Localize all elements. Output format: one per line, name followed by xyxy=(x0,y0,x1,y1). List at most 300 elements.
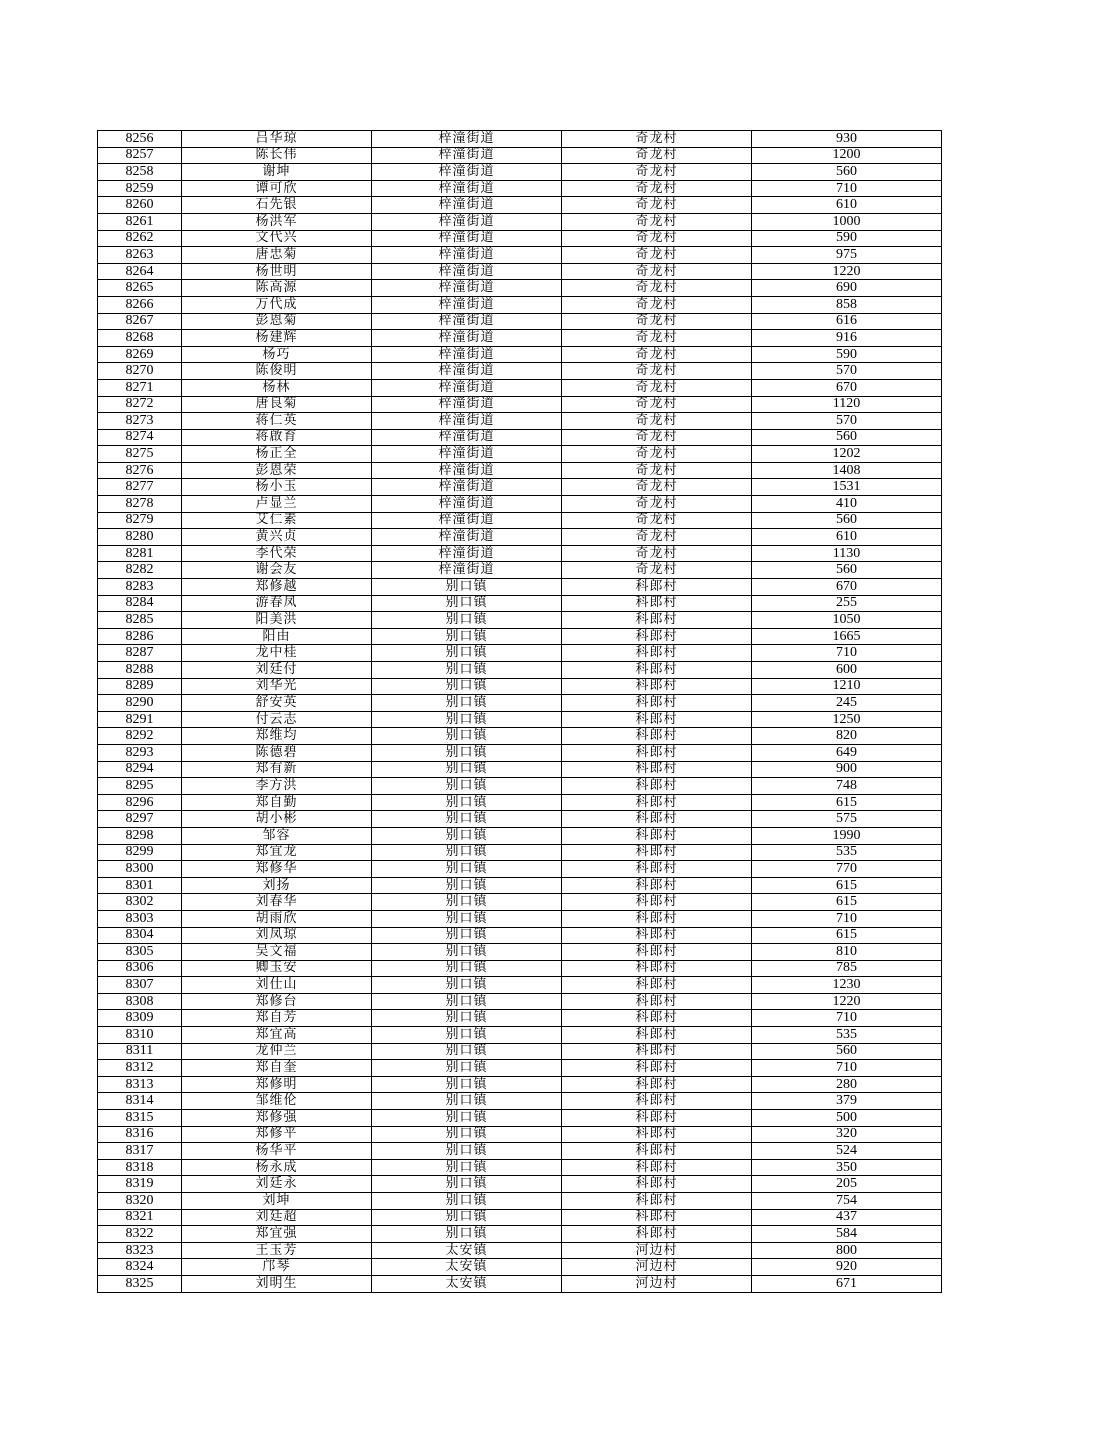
name-cell: 舒安英 xyxy=(182,695,372,712)
village-cell: 奇龙村 xyxy=(562,313,752,330)
amount-cell: 671 xyxy=(752,1275,942,1292)
village-cell: 河边村 xyxy=(562,1259,752,1276)
village-cell: 科郎村 xyxy=(562,744,752,761)
row-number-cell: 8256 xyxy=(98,131,182,148)
village-cell: 奇龙村 xyxy=(562,462,752,479)
village-cell: 科郎村 xyxy=(562,1043,752,1060)
town-cell: 别口镇 xyxy=(372,695,562,712)
name-cell: 游春凤 xyxy=(182,595,372,612)
table-row xyxy=(98,1209,942,1226)
village-cell: 科郎村 xyxy=(562,778,752,795)
row-number-cell: 8268 xyxy=(98,330,182,347)
table-row xyxy=(98,761,942,778)
row-number-cell: 8293 xyxy=(98,744,182,761)
row-number-cell: 8302 xyxy=(98,894,182,911)
row-number-cell: 8309 xyxy=(98,1010,182,1027)
amount-cell: 437 xyxy=(752,1209,942,1226)
row-number-cell: 8314 xyxy=(98,1093,182,1110)
amount-cell: 535 xyxy=(752,1027,942,1044)
name-cell: 刘扬 xyxy=(182,877,372,894)
town-cell: 梓潼街道 xyxy=(372,396,562,413)
name-cell: 刘凤琼 xyxy=(182,927,372,944)
amount-cell: 379 xyxy=(752,1093,942,1110)
name-cell: 郑自芳 xyxy=(182,1010,372,1027)
table-row xyxy=(98,263,942,280)
table-row xyxy=(98,1126,942,1143)
village-cell: 科郎村 xyxy=(562,612,752,629)
table-row xyxy=(98,429,942,446)
row-number-cell: 8272 xyxy=(98,396,182,413)
village-cell: 科郎村 xyxy=(562,1093,752,1110)
village-cell: 奇龙村 xyxy=(562,164,752,181)
name-cell: 李方洪 xyxy=(182,778,372,795)
table-row xyxy=(98,562,942,579)
town-cell: 别口镇 xyxy=(372,877,562,894)
table-row xyxy=(98,1259,942,1276)
town-cell: 别口镇 xyxy=(372,894,562,911)
amount-cell: 350 xyxy=(752,1159,942,1176)
town-cell: 别口镇 xyxy=(372,1126,562,1143)
village-cell: 科郎村 xyxy=(562,711,752,728)
amount-cell: 255 xyxy=(752,595,942,612)
name-cell: 卿玉安 xyxy=(182,960,372,977)
row-number-cell: 8311 xyxy=(98,1043,182,1060)
village-cell: 科郎村 xyxy=(562,861,752,878)
town-cell: 别口镇 xyxy=(372,1159,562,1176)
town-cell: 梓潼街道 xyxy=(372,529,562,546)
table-row xyxy=(98,695,942,712)
row-number-cell: 8270 xyxy=(98,363,182,380)
amount-cell: 590 xyxy=(752,346,942,363)
amount-cell: 1050 xyxy=(752,612,942,629)
table-row xyxy=(98,363,942,380)
name-cell: 谭可欣 xyxy=(182,180,372,197)
town-cell: 梓潼街道 xyxy=(372,413,562,430)
table-row xyxy=(98,313,942,330)
village-cell: 科郎村 xyxy=(562,728,752,745)
table-row xyxy=(98,413,942,430)
table-row xyxy=(98,1275,942,1292)
amount-cell: 205 xyxy=(752,1176,942,1193)
village-cell: 科郎村 xyxy=(562,1076,752,1093)
amount-cell: 615 xyxy=(752,927,942,944)
row-number-cell: 8322 xyxy=(98,1226,182,1243)
village-cell: 奇龙村 xyxy=(562,131,752,148)
town-cell: 梓潼街道 xyxy=(372,180,562,197)
row-number-cell: 8306 xyxy=(98,960,182,977)
name-cell: 郑维均 xyxy=(182,728,372,745)
village-cell: 科郎村 xyxy=(562,1193,752,1210)
village-cell: 奇龙村 xyxy=(562,413,752,430)
amount-cell: 500 xyxy=(752,1110,942,1127)
name-cell: 杨华平 xyxy=(182,1143,372,1160)
table-row xyxy=(98,877,942,894)
town-cell: 别口镇 xyxy=(372,662,562,679)
name-cell: 杨建辉 xyxy=(182,330,372,347)
amount-cell: 570 xyxy=(752,413,942,430)
name-cell: 李代荣 xyxy=(182,545,372,562)
table-row xyxy=(98,711,942,728)
table-row xyxy=(98,296,942,313)
amount-cell: 1230 xyxy=(752,977,942,994)
amount-cell: 690 xyxy=(752,280,942,297)
name-cell: 刘廷超 xyxy=(182,1209,372,1226)
amount-cell: 754 xyxy=(752,1193,942,1210)
row-number-cell: 8263 xyxy=(98,247,182,264)
table-row xyxy=(98,861,942,878)
row-number-cell: 8312 xyxy=(98,1060,182,1077)
table-row xyxy=(98,164,942,181)
village-cell: 科郎村 xyxy=(562,1010,752,1027)
name-cell: 石先银 xyxy=(182,197,372,214)
town-cell: 别口镇 xyxy=(372,861,562,878)
village-cell: 科郎村 xyxy=(562,993,752,1010)
name-cell: 陈高源 xyxy=(182,280,372,297)
table-row xyxy=(98,330,942,347)
table-row xyxy=(98,977,942,994)
row-number-cell: 8323 xyxy=(98,1242,182,1259)
table-row xyxy=(98,778,942,795)
amount-cell: 1210 xyxy=(752,678,942,695)
name-cell: 郑宜高 xyxy=(182,1027,372,1044)
name-cell: 王玉芳 xyxy=(182,1242,372,1259)
row-number-cell: 8274 xyxy=(98,429,182,446)
table-row xyxy=(98,496,942,513)
name-cell: 陈俊明 xyxy=(182,363,372,380)
table-body xyxy=(98,131,942,1293)
amount-cell: 584 xyxy=(752,1226,942,1243)
amount-cell: 930 xyxy=(752,131,942,148)
village-cell: 科郎村 xyxy=(562,877,752,894)
amount-cell: 280 xyxy=(752,1076,942,1093)
name-cell: 谢坤 xyxy=(182,164,372,181)
table-row xyxy=(98,910,942,927)
table-row xyxy=(98,827,942,844)
village-cell: 科郎村 xyxy=(562,1126,752,1143)
town-cell: 别口镇 xyxy=(372,844,562,861)
amount-cell: 1408 xyxy=(752,462,942,479)
village-cell: 奇龙村 xyxy=(562,213,752,230)
table-row xyxy=(98,131,942,148)
name-cell: 杨永成 xyxy=(182,1159,372,1176)
town-cell: 梓潼街道 xyxy=(372,313,562,330)
town-cell: 别口镇 xyxy=(372,794,562,811)
row-number-cell: 8319 xyxy=(98,1176,182,1193)
town-cell: 梓潼街道 xyxy=(372,346,562,363)
amount-cell: 560 xyxy=(752,512,942,529)
village-cell: 奇龙村 xyxy=(562,512,752,529)
name-cell: 郑修明 xyxy=(182,1076,372,1093)
amount-cell: 800 xyxy=(752,1242,942,1259)
village-cell: 奇龙村 xyxy=(562,330,752,347)
name-cell: 刘华光 xyxy=(182,678,372,695)
name-cell: 郑修越 xyxy=(182,579,372,596)
row-number-cell: 8286 xyxy=(98,628,182,645)
table-row xyxy=(98,247,942,264)
town-cell: 别口镇 xyxy=(372,1110,562,1127)
town-cell: 别口镇 xyxy=(372,1010,562,1027)
village-cell: 奇龙村 xyxy=(562,247,752,264)
town-cell: 别口镇 xyxy=(372,1060,562,1077)
amount-cell: 1220 xyxy=(752,263,942,280)
town-cell: 别口镇 xyxy=(372,728,562,745)
village-cell: 科郎村 xyxy=(562,960,752,977)
village-cell: 奇龙村 xyxy=(562,280,752,297)
village-cell: 科郎村 xyxy=(562,927,752,944)
row-number-cell: 8269 xyxy=(98,346,182,363)
amount-cell: 616 xyxy=(752,313,942,330)
table-row xyxy=(98,927,942,944)
name-cell: 郑宜龙 xyxy=(182,844,372,861)
name-cell: 郑有新 xyxy=(182,761,372,778)
row-number-cell: 8264 xyxy=(98,263,182,280)
amount-cell: 570 xyxy=(752,363,942,380)
table-row xyxy=(98,811,942,828)
town-cell: 别口镇 xyxy=(372,944,562,961)
village-cell: 奇龙村 xyxy=(562,496,752,513)
village-cell: 河边村 xyxy=(562,1275,752,1292)
town-cell: 梓潼街道 xyxy=(372,512,562,529)
town-cell: 别口镇 xyxy=(372,628,562,645)
table-row xyxy=(98,1226,942,1243)
row-number-cell: 8316 xyxy=(98,1126,182,1143)
town-cell: 别口镇 xyxy=(372,910,562,927)
table-row xyxy=(98,280,942,297)
name-cell: 吴文福 xyxy=(182,944,372,961)
amount-cell: 916 xyxy=(752,330,942,347)
amount-cell: 1202 xyxy=(752,446,942,463)
town-cell: 别口镇 xyxy=(372,579,562,596)
town-cell: 梓潼街道 xyxy=(372,296,562,313)
row-number-cell: 8321 xyxy=(98,1209,182,1226)
amount-cell: 615 xyxy=(752,877,942,894)
village-cell: 奇龙村 xyxy=(562,379,752,396)
amount-cell: 858 xyxy=(752,296,942,313)
table-row xyxy=(98,844,942,861)
row-number-cell: 8307 xyxy=(98,977,182,994)
row-number-cell: 8287 xyxy=(98,645,182,662)
table-row xyxy=(98,396,942,413)
row-number-cell: 8313 xyxy=(98,1076,182,1093)
town-cell: 梓潼街道 xyxy=(372,263,562,280)
name-cell: 彭恩荣 xyxy=(182,462,372,479)
amount-cell: 320 xyxy=(752,1126,942,1143)
town-cell: 梓潼街道 xyxy=(372,330,562,347)
town-cell: 梓潼街道 xyxy=(372,446,562,463)
table-row xyxy=(98,645,942,662)
town-cell: 别口镇 xyxy=(372,711,562,728)
row-number-cell: 8296 xyxy=(98,794,182,811)
table-row xyxy=(98,993,942,1010)
name-cell: 陈德碧 xyxy=(182,744,372,761)
table-row xyxy=(98,1110,942,1127)
name-cell: 郑修平 xyxy=(182,1126,372,1143)
amount-cell: 710 xyxy=(752,645,942,662)
town-cell: 别口镇 xyxy=(372,811,562,828)
village-cell: 河边村 xyxy=(562,1242,752,1259)
name-cell: 刘春华 xyxy=(182,894,372,911)
name-cell: 杨世明 xyxy=(182,263,372,280)
name-cell: 付云志 xyxy=(182,711,372,728)
town-cell: 别口镇 xyxy=(372,1027,562,1044)
amount-cell: 560 xyxy=(752,1043,942,1060)
table-row xyxy=(98,462,942,479)
town-cell: 太安镇 xyxy=(372,1259,562,1276)
table-row xyxy=(98,197,942,214)
table-row xyxy=(98,1193,942,1210)
name-cell: 郑修台 xyxy=(182,993,372,1010)
town-cell: 梓潼街道 xyxy=(372,545,562,562)
name-cell: 刘廷永 xyxy=(182,1176,372,1193)
amount-cell: 560 xyxy=(752,429,942,446)
village-cell: 科郎村 xyxy=(562,579,752,596)
amount-cell: 524 xyxy=(752,1143,942,1160)
row-number-cell: 8288 xyxy=(98,662,182,679)
name-cell: 郑自勤 xyxy=(182,794,372,811)
amount-cell: 670 xyxy=(752,579,942,596)
town-cell: 太安镇 xyxy=(372,1242,562,1259)
village-cell: 科郎村 xyxy=(562,844,752,861)
village-cell: 科郎村 xyxy=(562,977,752,994)
village-cell: 科郎村 xyxy=(562,894,752,911)
village-cell: 奇龙村 xyxy=(562,479,752,496)
village-cell: 科郎村 xyxy=(562,794,752,811)
village-cell: 科郎村 xyxy=(562,1159,752,1176)
town-cell: 别口镇 xyxy=(372,744,562,761)
town-cell: 别口镇 xyxy=(372,1076,562,1093)
name-cell: 邹维伦 xyxy=(182,1093,372,1110)
village-cell: 奇龙村 xyxy=(562,429,752,446)
town-cell: 别口镇 xyxy=(372,645,562,662)
amount-cell: 1665 xyxy=(752,628,942,645)
row-number-cell: 8315 xyxy=(98,1110,182,1127)
table-row xyxy=(98,512,942,529)
amount-cell: 785 xyxy=(752,960,942,977)
row-number-cell: 8295 xyxy=(98,778,182,795)
table-row xyxy=(98,1143,942,1160)
name-cell: 刘仕山 xyxy=(182,977,372,994)
town-cell: 梓潼街道 xyxy=(372,496,562,513)
row-number-cell: 8325 xyxy=(98,1275,182,1292)
town-cell: 梓潼街道 xyxy=(372,230,562,247)
town-cell: 梓潼街道 xyxy=(372,429,562,446)
table-row xyxy=(98,1060,942,1077)
village-cell: 奇龙村 xyxy=(562,147,752,164)
row-number-cell: 8267 xyxy=(98,313,182,330)
row-number-cell: 8303 xyxy=(98,910,182,927)
name-cell: 龙中桂 xyxy=(182,645,372,662)
town-cell: 梓潼街道 xyxy=(372,379,562,396)
row-number-cell: 8299 xyxy=(98,844,182,861)
town-cell: 别口镇 xyxy=(372,1193,562,1210)
row-number-cell: 8324 xyxy=(98,1259,182,1276)
name-cell: 龙仲兰 xyxy=(182,1043,372,1060)
amount-cell: 410 xyxy=(752,496,942,513)
table-row xyxy=(98,213,942,230)
row-number-cell: 8266 xyxy=(98,296,182,313)
village-cell: 科郎村 xyxy=(562,827,752,844)
amount-cell: 1120 xyxy=(752,396,942,413)
amount-cell: 610 xyxy=(752,197,942,214)
town-cell: 别口镇 xyxy=(372,1226,562,1243)
town-cell: 梓潼街道 xyxy=(372,562,562,579)
table-row xyxy=(98,1093,942,1110)
name-cell: 杨林 xyxy=(182,379,372,396)
name-cell: 陈长伟 xyxy=(182,147,372,164)
row-number-cell: 8281 xyxy=(98,545,182,562)
table-row xyxy=(98,628,942,645)
row-number-cell: 8265 xyxy=(98,280,182,297)
data-table xyxy=(97,130,942,1293)
name-cell: 杨洪军 xyxy=(182,213,372,230)
village-cell: 奇龙村 xyxy=(562,296,752,313)
row-number-cell: 8294 xyxy=(98,761,182,778)
row-number-cell: 8279 xyxy=(98,512,182,529)
town-cell: 梓潼街道 xyxy=(372,147,562,164)
name-cell: 胡雨欣 xyxy=(182,910,372,927)
row-number-cell: 8280 xyxy=(98,529,182,546)
name-cell: 蒋啟育 xyxy=(182,429,372,446)
village-cell: 奇龙村 xyxy=(562,529,752,546)
table-row xyxy=(98,1027,942,1044)
name-cell: 阳由 xyxy=(182,628,372,645)
village-cell: 奇龙村 xyxy=(562,363,752,380)
amount-cell: 900 xyxy=(752,761,942,778)
row-number-cell: 8284 xyxy=(98,595,182,612)
table-row xyxy=(98,379,942,396)
town-cell: 梓潼街道 xyxy=(372,164,562,181)
village-cell: 奇龙村 xyxy=(562,263,752,280)
row-number-cell: 8305 xyxy=(98,944,182,961)
name-cell: 杨小玉 xyxy=(182,479,372,496)
table-row xyxy=(98,1010,942,1027)
amount-cell: 1130 xyxy=(752,545,942,562)
name-cell: 邹容 xyxy=(182,827,372,844)
town-cell: 别口镇 xyxy=(372,1043,562,1060)
town-cell: 别口镇 xyxy=(372,827,562,844)
amount-cell: 1990 xyxy=(752,827,942,844)
table-row xyxy=(98,794,942,811)
town-cell: 别口镇 xyxy=(372,927,562,944)
row-number-cell: 8278 xyxy=(98,496,182,513)
row-number-cell: 8273 xyxy=(98,413,182,430)
amount-cell: 820 xyxy=(752,728,942,745)
row-number-cell: 8310 xyxy=(98,1027,182,1044)
amount-cell: 710 xyxy=(752,910,942,927)
village-cell: 奇龙村 xyxy=(562,562,752,579)
row-number-cell: 8277 xyxy=(98,479,182,496)
village-cell: 奇龙村 xyxy=(562,230,752,247)
table-row xyxy=(98,230,942,247)
village-cell: 科郎村 xyxy=(562,645,752,662)
town-cell: 梓潼街道 xyxy=(372,462,562,479)
village-cell: 科郎村 xyxy=(562,910,752,927)
town-cell: 别口镇 xyxy=(372,977,562,994)
name-cell: 蒋仁英 xyxy=(182,413,372,430)
name-cell: 刘坤 xyxy=(182,1193,372,1210)
row-number-cell: 8297 xyxy=(98,811,182,828)
name-cell: 郑修强 xyxy=(182,1110,372,1127)
village-cell: 科郎村 xyxy=(562,662,752,679)
village-cell: 奇龙村 xyxy=(562,446,752,463)
town-cell: 别口镇 xyxy=(372,595,562,612)
table-row xyxy=(98,944,942,961)
row-number-cell: 8308 xyxy=(98,993,182,1010)
village-cell: 奇龙村 xyxy=(562,545,752,562)
town-cell: 别口镇 xyxy=(372,1093,562,1110)
row-number-cell: 8259 xyxy=(98,180,182,197)
row-number-cell: 8283 xyxy=(98,579,182,596)
